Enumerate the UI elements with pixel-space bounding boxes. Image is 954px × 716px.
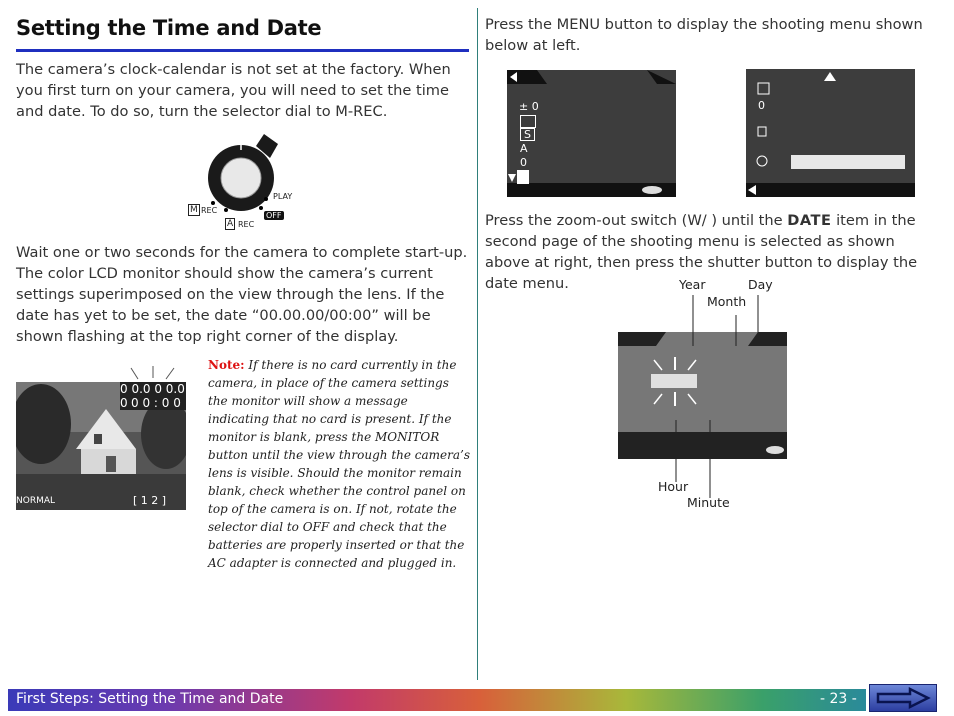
page-title: Setting the Time and Date [16,16,322,40]
shooting-menu-page1 [507,70,676,197]
dial-label-rec-auto: REC [238,220,255,229]
menu1-zero: 0 [520,156,527,169]
label-month: Month [707,294,747,309]
dial-label-off: OFF [266,211,282,220]
dial-label-play: PLAY [273,192,293,201]
startup-paragraph: Wait one or two seconds for the camera to complete start-up. The color LCD monitor should show the camera’s current settings superimposed on the view through the lens. If the date has yet to be set, the date “00.00.00/00:00” will be shown flashing at the top right corner of the display. [16,244,468,345]
dial-label-rec: REC [201,206,218,215]
zoom-text-date: DATE [787,212,832,229]
selector-dial-illustration [180,130,310,235]
title-underline [16,49,469,52]
intro-paragraph: The camera’s clock-calendar is not set at the factory. When you first turn on your camera, you will need to set the time and date. To do so, turn the selector dial to M-REC. [16,61,451,120]
menu1-exposure: ± 0 [519,100,539,113]
footer-page-number: - 23 - [820,691,857,707]
zoom-text-before: Press the zoom-out switch (W/ ) until the [485,212,788,229]
zoom-paragraph [485,210,940,294]
menu1-s: S [520,128,535,141]
metering-icon [520,115,536,128]
label-year: Year [679,277,706,292]
dial-label-m: M [190,205,198,215]
note-block [208,356,470,572]
arrow-right-icon [870,685,936,711]
menu2-frame-graphic [746,69,915,197]
zoom-text-after: item in the second page of the shooting menu is selected as shown above at right, then press the shutter button to display the date menu. [485,212,918,292]
note-label: Note: [208,358,245,372]
menu1-a: A [520,142,528,155]
label-hour: Hour [658,479,689,494]
dial-label-a: A [227,219,234,229]
label-minute: Minute [687,495,730,510]
date-callout-lines [618,290,787,500]
label-day: Day [748,277,773,292]
preview-date: 0 0.0 0 0.0 0 [120,382,185,410]
lcd-preview [16,364,186,510]
shooting-menu-page2 [746,69,915,197]
column-divider [477,8,478,680]
menu-paragraph: Press the MENU button to display the shooting menu shown below at left. [485,16,923,54]
footer-section-title: First Steps: Setting the Time and Date [16,691,284,707]
preview-time: 0 0 : 0 0 [131,396,181,410]
preview-quality: NORMAL [16,496,56,506]
note-text: If there is no card currently in the camera, in place of the camera settings the monitor will show a message indicating that no card is present. If the monitor is blank, press the MONITOR button until the view through the camera’s lens is visible. Should the monitor remain blank, check whether the control panel on top of the camera is on. If not, rotate the selector dial to OFF and check that the batteries are properly inserted or that the AC adapter is connected and plugged in. [208,358,471,570]
preview-frame-count: [ 1 2 ] [133,494,167,507]
next-page-button[interactable] [869,684,937,712]
menu2-zero: 0 [758,99,765,112]
